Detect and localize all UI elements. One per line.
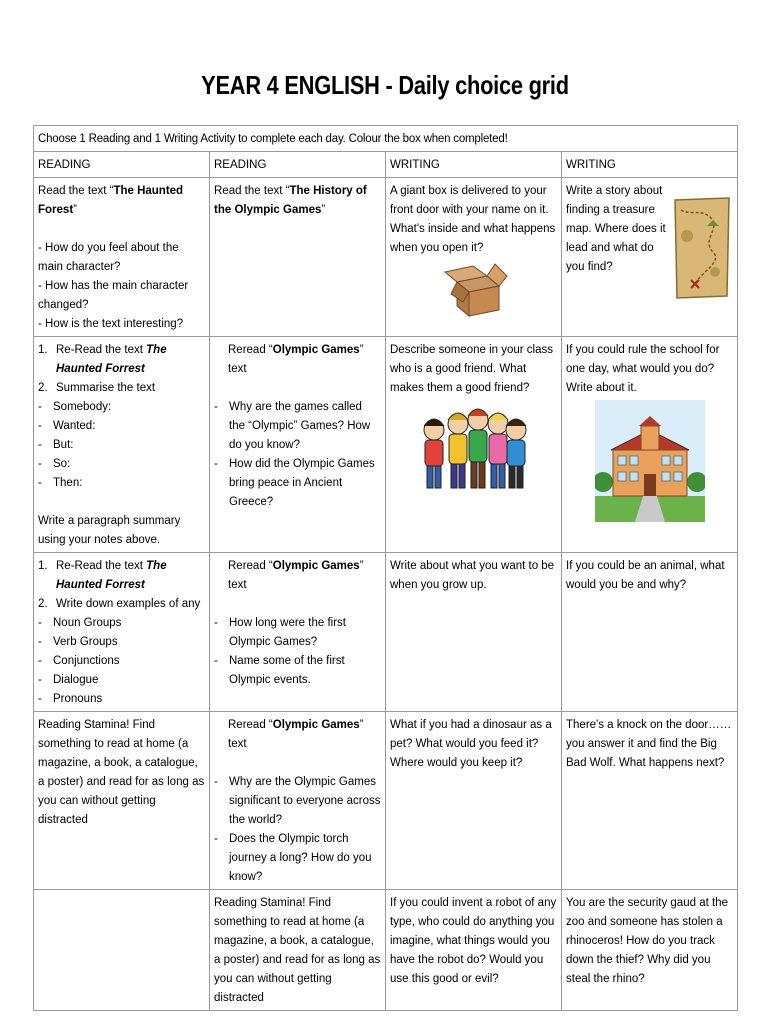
activity-text: If you could be an animal, what would you be and why? bbox=[566, 560, 725, 591]
summary-prompt: - So: bbox=[38, 455, 205, 474]
language-feature: - Verb Groups bbox=[38, 633, 205, 652]
column-headers bbox=[34, 152, 738, 178]
activity-text: Describe someone in your class who is a good friend. What makes them a good friend? bbox=[390, 344, 553, 394]
activity-cell[interactable]: Read the text “The History of the Olympic Games” bbox=[210, 178, 386, 337]
grid-row-1 bbox=[34, 178, 738, 337]
activity-cell[interactable]: Read the text “The Haunted Forest” - How do you feel about the main character? - How has the main character changed? - How is the text interesting? bbox=[34, 178, 210, 337]
activity-cell[interactable] bbox=[386, 553, 562, 712]
text-title: The Haunted Forest bbox=[38, 185, 184, 216]
header-reading-2: READING bbox=[210, 152, 386, 178]
choice-grid bbox=[33, 125, 738, 1011]
activity-cell[interactable] bbox=[210, 890, 386, 1011]
text-title: The Haunted Forrest bbox=[56, 560, 167, 591]
activity-cell[interactable]: Reread “Olympic Games” text - Why are the games called the “Olympic” Games? How do you know? - How did the Olympic Games bring peace in Ancient Greece? bbox=[210, 337, 386, 553]
activity-text: If you could invent a robot of any type, who could do anything you imagine, what things would you have the robot do? Would you use this good or evil? bbox=[390, 897, 557, 985]
grid-row-4 bbox=[34, 712, 738, 890]
treasure-map-icon bbox=[671, 196, 733, 300]
activity-cell[interactable] bbox=[562, 553, 738, 712]
activity-cell[interactable]: Reread “Olympic Games” text - Why are the Olympic Games significant to everyone across the world? - Does the Olympic torch journey a long? How do you know? bbox=[210, 712, 386, 890]
activity-text: You are the security gaud at the zoo and someone has stolen a rhinoceros! How do you track down the thief? Why did you steal the rhino? bbox=[566, 897, 728, 985]
children-friends-icon bbox=[414, 400, 534, 498]
activity-cell[interactable] bbox=[386, 337, 562, 553]
grid-row-3 bbox=[34, 553, 738, 712]
activity-text: A giant box is delivered to your front door with your name on it. What's inside and what happens when you open it? bbox=[390, 185, 556, 254]
summary-prompt: - But: bbox=[38, 436, 205, 455]
activity-cell[interactable] bbox=[386, 178, 562, 337]
question: - How long were the first Olympic Games? bbox=[214, 614, 381, 652]
grid-row-5 bbox=[34, 890, 738, 1011]
question: - How do you feel about the main character? bbox=[38, 242, 179, 273]
question: - How is the text interesting? bbox=[38, 318, 184, 330]
activity-cell[interactable] bbox=[562, 712, 738, 890]
language-feature: - Noun Groups bbox=[38, 614, 205, 633]
activity-cell[interactable] bbox=[386, 890, 562, 1011]
header-reading-1: READING bbox=[34, 152, 210, 178]
activity-cell[interactable] bbox=[562, 890, 738, 1011]
activity-cell[interactable]: 1. Re-Read the text The Haunted Forrest 2. Summarise the text - Somebody: - Wanted: - But: - So: - Then: Write a paragraph summary using your notes above. bbox=[34, 337, 210, 553]
activity-text: If you could rule the school for one day, what would you do? Write about it. bbox=[566, 344, 720, 394]
activity-text: Reading Stamina! Find something to read at home (a magazine, a book, a catalogue, a poster) and read for as long as you can without getting distracted bbox=[38, 719, 205, 826]
text-title: The History of the Olympic Games bbox=[214, 185, 367, 216]
language-feature: - Conjunctions bbox=[38, 652, 205, 671]
activity-cell[interactable] bbox=[562, 337, 738, 553]
question: - Does the Olympic torch journey a long? How do you know? bbox=[214, 830, 381, 887]
cardboard-box-icon bbox=[439, 260, 509, 318]
grid-row-2 bbox=[34, 337, 738, 553]
activity-cell[interactable]: 1. Re-Read the text The Haunted Forrest 2. Write down examples of any - Noun Groups - Verb Groups - Conjunctions - Dialogue - Pronouns bbox=[34, 553, 210, 712]
language-feature: - Pronouns bbox=[38, 690, 205, 709]
summary-prompt: - Wanted: bbox=[38, 417, 205, 436]
activity-cell[interactable] bbox=[34, 712, 210, 890]
question: - Name some of the first Olympic events. bbox=[214, 652, 381, 690]
activity-text: Write about what you want to be when you grow up. bbox=[390, 560, 555, 591]
header-writing-1: WRITING bbox=[386, 152, 562, 178]
summary-prompt: - Somebody: bbox=[38, 398, 205, 417]
question: - How did the Olympic Games bring peace in Ancient Greece? bbox=[214, 455, 381, 512]
activity-cell[interactable] bbox=[34, 890, 210, 1011]
activity-cell[interactable] bbox=[562, 178, 738, 337]
activity-text: Write a story about finding a treasure map. Where does it lead and what do you find? bbox=[566, 185, 666, 273]
activity-cell[interactable]: Reread “Olympic Games” text - How long were the first Olympic Games? - Name some of the first Olympic events. bbox=[210, 553, 386, 712]
header-writing-2: WRITING bbox=[562, 152, 738, 178]
question: - Why are the Olympic Games significant to everyone across the world? bbox=[214, 773, 381, 830]
page-title: YEAR 4 ENGLISH - Daily choice grid bbox=[201, 70, 569, 100]
question: - How has the main character changed? bbox=[38, 280, 189, 311]
activity-cell[interactable] bbox=[386, 712, 562, 890]
activity-text: There's a knock on the door…… you answer it and find the Big Bad Wolf. What happens next? bbox=[566, 719, 732, 769]
instructions-banner: Choose 1 Reading and 1 Writing Activity to complete each day. Colour the box when completed! bbox=[34, 126, 738, 152]
activity-text: What if you had a dinosaur as a pet? What would you feed it? Where would you keep it? bbox=[390, 719, 552, 769]
language-feature: - Dialogue bbox=[38, 671, 205, 690]
question: - Why are the games called the “Olympic” Games? How do you know? bbox=[214, 398, 381, 455]
summary-prompt: - Then: bbox=[38, 474, 205, 493]
activity-footer: Write a paragraph summary using your notes above. bbox=[38, 515, 181, 546]
text-title: The Haunted Forrest bbox=[56, 344, 167, 375]
activity-text: Reading Stamina! Find something to read at home (a magazine, a book, a catalogue, a poster) and read for as long as you can without getting distracted bbox=[214, 897, 381, 1004]
school-building-icon bbox=[595, 400, 705, 522]
